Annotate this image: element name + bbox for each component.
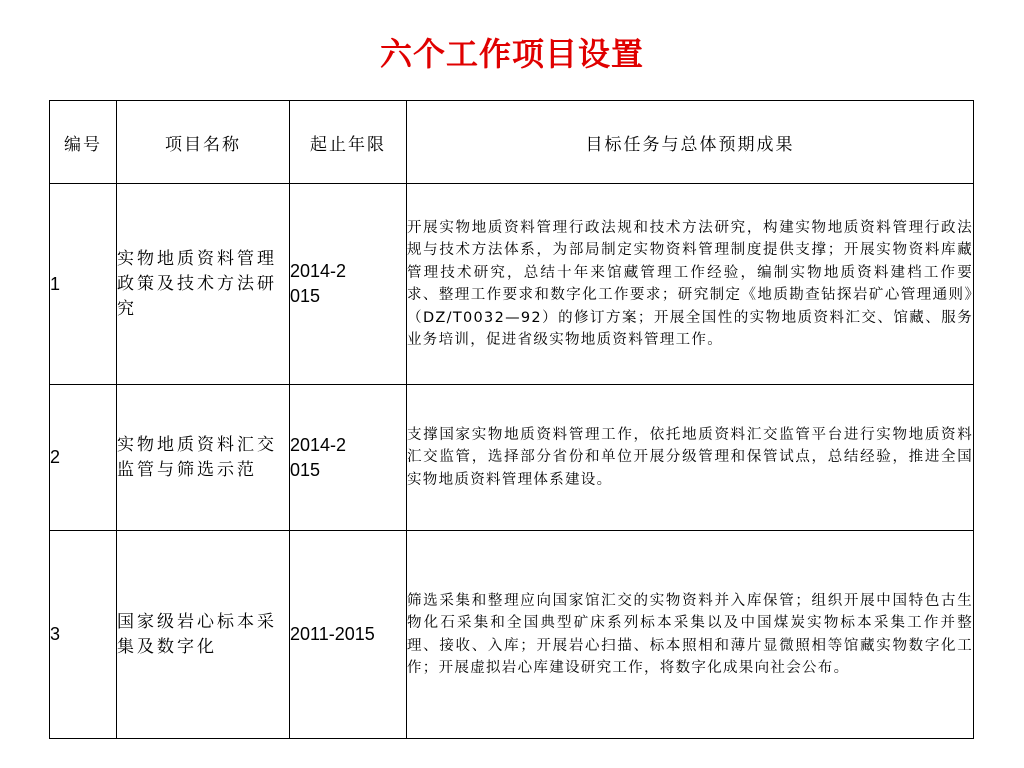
- table-header-row: [50, 101, 974, 184]
- header-period: 起止年限: [290, 101, 407, 184]
- table-row: [50, 184, 974, 385]
- row-period: 2011-2015: [290, 531, 407, 739]
- table-row: [50, 531, 974, 739]
- period-text: 2014-2015: [290, 261, 347, 306]
- row-number: 1: [50, 184, 117, 385]
- row-project-name: 国家级岩心标本采集及数字化: [117, 531, 290, 739]
- header-goals: 目标任务与总体预期成果: [407, 101, 974, 184]
- row-goals: 筛选采集和整理应向国家馆汇交的实物资料并入库保管；组织开展中国特色古生物化石采集和全国典型矿床系列标本采集以及中国煤炭实物标本采集工作并整理、接收、入库；开展岩心扫描、标本照相和薄片显微照相等馆藏实物数字化工作；开展虚拟岩心库建设研究工作，将数字化成果向社会公布。: [407, 531, 974, 739]
- period-text: 2014-2015: [290, 434, 347, 480]
- table-row: [50, 385, 974, 531]
- row-project-name: 实物地质资料汇交监管与筛选示范: [117, 385, 290, 531]
- header-number: 编号: [50, 101, 117, 184]
- row-period: [290, 184, 407, 385]
- row-project-name: 实物地质资料管理政策及技术方法研究: [117, 184, 290, 385]
- row-number: 2: [50, 385, 117, 531]
- project-table: [49, 100, 974, 739]
- page-title: 六个工作项目设置: [379, 35, 644, 73]
- header-project-name: 项目名称: [117, 101, 290, 184]
- row-goals: 开展实物地质资料管理行政法规和技术方法研究，构建实物地质资料管理行政法规与技术方法体系，为部局制定实物资料管理制度提供支撑；开展实物资料库藏管理技术研究，总结十年来馆藏管理工作经验，编制实物地质资料建档工作要求、整理工作要求和数字化工作要求；研究制定《地质勘查钻探岩矿心管理通则》（DZ/T0032—92）的修订方案；开展全国性的实物地质资料汇交、馆藏、服务业务培训，促进省级实物地质资料管理工作。: [407, 184, 974, 385]
- row-number: 3: [50, 531, 117, 739]
- row-goals: 支撑国家实物地质资料管理工作，依托地质资料汇交监管平台进行实物地质资料汇交监管，选择部分省份和单位开展分级管理和保管试点，总结经验，推进全国实物地质资料管理体系建设。: [407, 385, 974, 531]
- row-period: [290, 385, 407, 531]
